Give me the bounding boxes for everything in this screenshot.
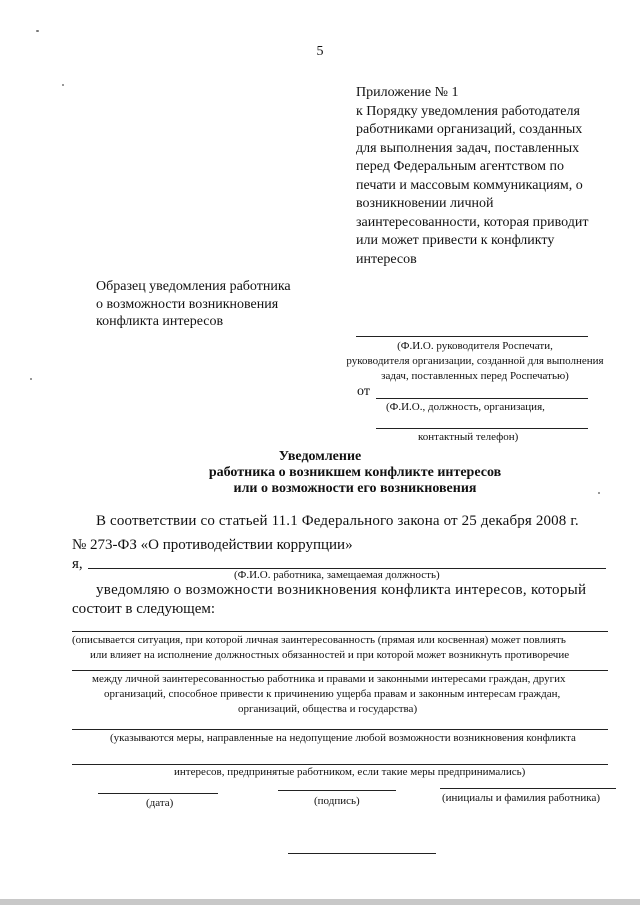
- scan-speck: [598, 492, 600, 494]
- sample-title-line: о возможности возникновения: [96, 296, 279, 312]
- addressee-hint: задач, поставленных перед Роспечатью): [381, 370, 569, 382]
- addressee-name-line[interactable]: [356, 336, 588, 337]
- appendix-line: заинтересованности, которая приводит: [356, 214, 589, 230]
- notice-subtitle: работника о возникшем конфликте интересов: [208, 465, 502, 480]
- name-label: (инициалы и фамилия работника): [442, 792, 601, 804]
- situation-line[interactable]: [72, 631, 608, 632]
- situation-hint: или влияет на исполнение должностных обязанностей и при которой может возникнуть противоречие: [90, 649, 570, 661]
- notify-text: уведомляю о возможности возникновения конфликта интересов, который: [96, 582, 587, 598]
- conflict-hint: организаций, общества и государства): [238, 703, 418, 715]
- appendix-line: или может привести к конфликту: [356, 233, 555, 248]
- sender-contact-line[interactable]: [376, 428, 588, 429]
- date-line[interactable]: [98, 793, 218, 794]
- sample-title: [96, 278, 291, 331]
- notify-text: состоит в следующем:: [72, 601, 216, 617]
- appendix-line: возникновении личной: [356, 196, 494, 211]
- sample-title-line: Образец уведомления работника: [96, 279, 291, 294]
- sender-line[interactable]: [376, 398, 588, 399]
- intro-text: В соответствии со статьей 11.1 Федерального закона от 25 декабря 2008 г.: [96, 513, 579, 529]
- scan-speck: [62, 84, 64, 86]
- signature-label: (подпись): [314, 795, 360, 807]
- addressee-hint: руководителя организации, созданной для выполнения: [346, 355, 604, 367]
- employee-hint: (Ф.И.О. работника, замещаемая должность): [234, 569, 440, 581]
- page-number: 5: [316, 44, 324, 59]
- measures-hint: интересов, предпринятые работником, если такие меры предпринимались): [174, 766, 526, 778]
- measures-hint: (указываются меры, направленные на недопущение любой возможности возникновения конфликта: [110, 732, 576, 744]
- footer-rule: [288, 853, 436, 854]
- conflict-hint: между личной заинтересованностью работника и правами и законными интересами граждан, других: [92, 673, 566, 685]
- scan-edge: [0, 899, 640, 905]
- measures-line[interactable]: [72, 764, 608, 765]
- phone-hint: контактный телефон): [418, 431, 519, 443]
- date-label: (дата): [146, 797, 174, 809]
- sender-hint: (Ф.И.О., должность, организация,: [386, 401, 545, 413]
- appendix-line: интересов: [356, 251, 417, 267]
- sample-title-line: конфликта интересов: [96, 314, 224, 329]
- i-label: я,: [72, 556, 83, 572]
- appendix-header: [356, 84, 626, 269]
- appendix-line: печати и массовым коммуникациям, о: [356, 177, 583, 193]
- notice-title: Уведомление: [278, 449, 362, 464]
- appendix-line: перед Федеральным агентством по: [356, 159, 564, 174]
- situation-hint: (описывается ситуация, при которой личная заинтересованность (прямая или косвенная) может повлиять: [72, 634, 566, 646]
- appendix-line: для выполнения задач, поставленных: [356, 140, 580, 156]
- addressee-hint: (Ф.И.О. руководителя Роспечати,: [397, 340, 553, 352]
- conflict-hint: организаций, способное привести к причинению ущерба правам и законным интересам граждан,: [104, 688, 561, 700]
- measures-line[interactable]: [72, 729, 608, 730]
- appendix-line: работниками организаций, созданных: [356, 122, 583, 137]
- name-line[interactable]: [440, 788, 616, 789]
- conflict-line[interactable]: [72, 670, 608, 671]
- notice-subtitle: или о возможности его возникновения: [233, 481, 477, 496]
- appendix-line: к Порядку уведомления работодателя: [356, 103, 580, 119]
- intro-text: № 273-ФЗ «О противодействии коррупции»: [72, 537, 353, 553]
- from-label: от: [357, 384, 370, 399]
- signature-line[interactable]: [278, 790, 396, 791]
- scan-speck: [30, 378, 32, 380]
- appendix-line: Приложение № 1: [356, 85, 459, 100]
- scan-speck: [36, 30, 39, 32]
